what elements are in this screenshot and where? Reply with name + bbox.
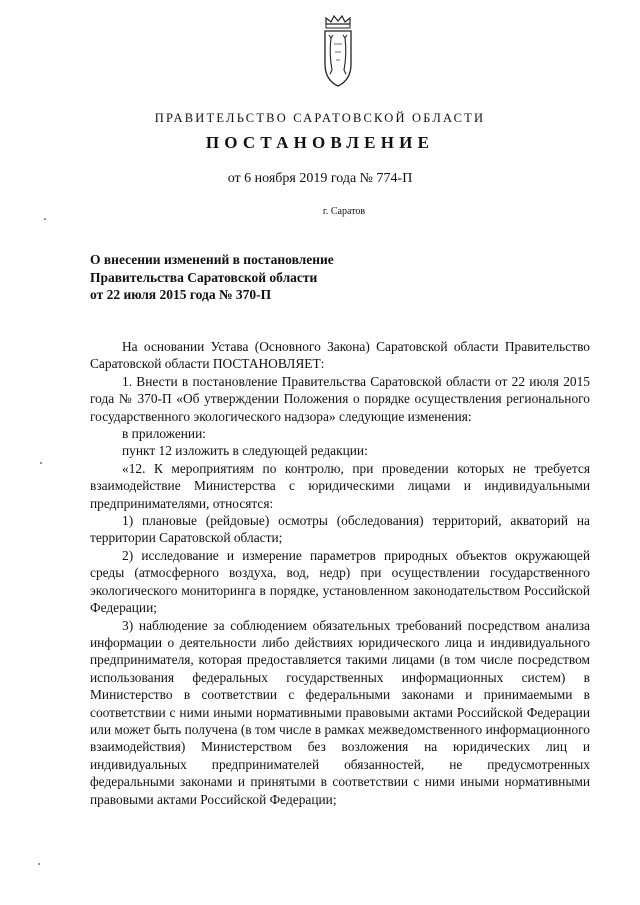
document-type-title: ПОСТАНОВЛЕНИЕ xyxy=(205,133,435,152)
body-paragraph: 2) исследование и измерение параметров природных объектов окружающей среды (атмосферного воздуха, вод, недр) при осуществлении государственного экологического мониторинга в порядке, установленном законодательством Российской Федерации; xyxy=(90,547,590,616)
body-paragraph: пункт 12 изложить в следующей редакции: xyxy=(122,443,368,459)
body-paragraph: 3) наблюдение за соблюдением обязательных требований посредством анализа информации о деятельности либо действиях юридического лица и индивидуального предпринимателя, которая предоставляется такими лицами (в том числе посредством использования федеральных государственных информационных систем) в Министерство в соответствии с федеральными законами и принимаемыми в соответствии с ними иными нормативными правовыми актами Российской Федерации или может быть получена (в том числе в рамках межведомственного информационного взаимодействия) Министерством без возложения на юридических лиц и индивидуальных предпринимателей обязанностей, не предусмотренных федеральными законами и принятыми в соответствии с ними иными нормативными правовыми актами Российской Федерации; xyxy=(90,617,590,807)
body-paragraph: На основании Устава (Основного Закона) Саратовской области Правительство Саратовской области ПОСТАНОВЛЯЕТ: xyxy=(90,339,590,372)
body-paragraph: 1) плановые (рейдовые) осмотры (обследования) территорий, акваторий на территории Саратовской области; xyxy=(90,513,590,546)
document-date-number: от 6 ноября 2019 года № 774-П xyxy=(227,171,413,186)
document-subject xyxy=(90,251,390,304)
document-body xyxy=(90,338,590,808)
body-paragraph: 1. Внести в постановление Правительства Саратовской области от 22 июля 2015 года № 370-П «Об утверждении Положения о порядке осуществления регионального государственного экологического надзора» следующие изменения: xyxy=(90,373,590,424)
body-paragraph: «12. К мероприятиям по контролю, при проведении которых не требуется взаимодействие Министерства с юридическими лицами и индивидуальными предпринимателями, относятся: xyxy=(90,460,590,511)
scan-speck xyxy=(44,218,46,220)
scan-speck xyxy=(38,863,40,865)
document-city: г. Саратов xyxy=(322,206,366,217)
scan-speck xyxy=(40,462,42,464)
subject-line: О внесении изменений в постановление xyxy=(90,252,334,267)
body-paragraph: в приложении: xyxy=(122,426,206,442)
government-name: ПРАВИТЕЛЬСТВО САРАТОВСКОЙ ОБЛАСТИ xyxy=(154,111,486,125)
subject-line: от 22 июля 2015 года № 370-П xyxy=(90,287,272,302)
saratov-coat-of-arms-icon xyxy=(320,14,356,92)
subject-line: Правительства Саратовской области xyxy=(90,269,318,285)
